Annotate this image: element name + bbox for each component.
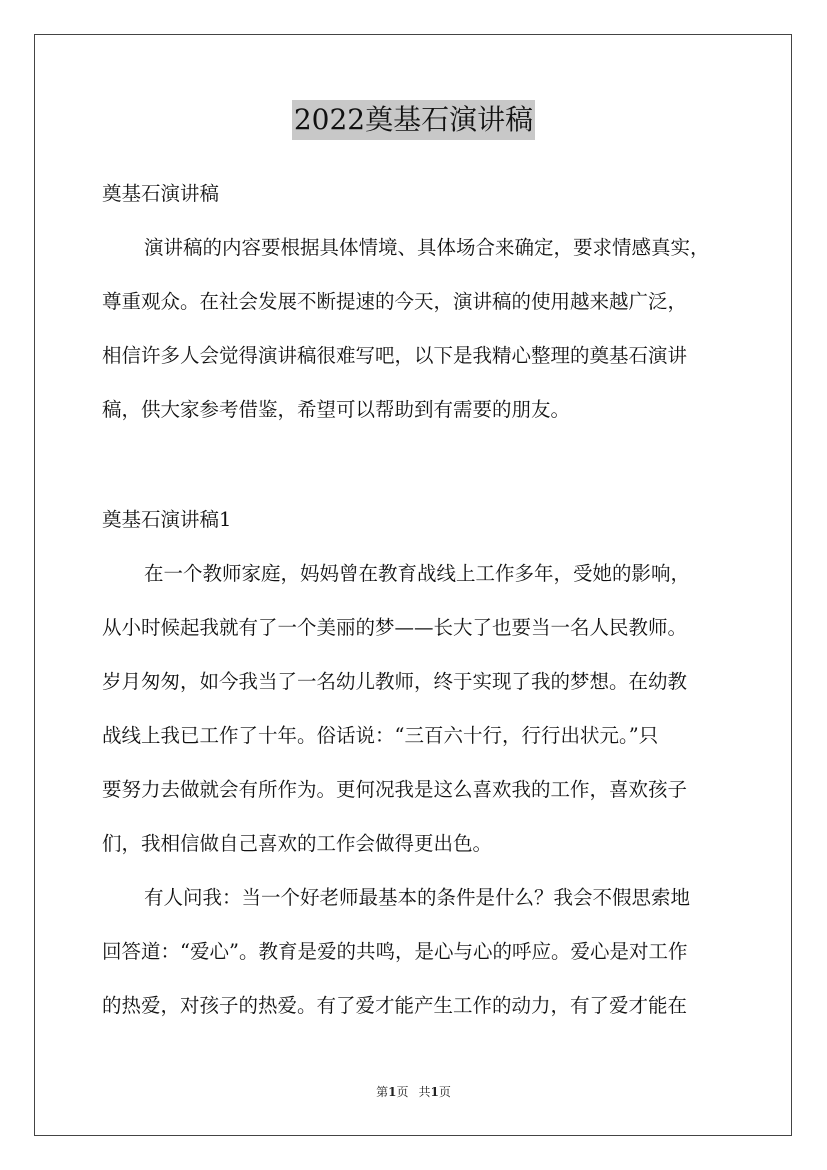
title-container bbox=[0, 100, 827, 140]
total-prefix: 共 bbox=[418, 1085, 431, 1099]
intro-line: 相信许多人会觉得演讲稿很难写吧，以下是我精心整理的奠基石演讲 bbox=[102, 344, 688, 367]
paragraph-line: 在一个教师家庭，妈妈曾在教育战线上工作多年，受她的影响， bbox=[144, 562, 691, 585]
paragraph-line: 有人问我：当一个好老师最基本的条件是什么？我会不假思索地 bbox=[144, 886, 691, 909]
paragraph-line: 要努力去做就会有所作为。更何况我是这么喜欢我的工作，喜欢孩子 bbox=[102, 778, 688, 801]
paragraph-line: 岁月匆匆，如今我当了一名幼儿教师，终于实现了我的梦想。在幼教 bbox=[102, 670, 688, 693]
paragraph-line: 们，我相信做自己喜欢的工作会做得更出色。 bbox=[102, 832, 493, 855]
subtitle: 奠基石演讲稿 bbox=[102, 182, 220, 205]
document-title: 2022奠基石演讲稿 bbox=[292, 100, 535, 140]
intro-line: 演讲稿的内容要根据具体情境、具体场合来确定，要求情感真实， bbox=[144, 236, 710, 259]
total-suffix: 页 bbox=[438, 1085, 451, 1099]
page-prefix: 第 bbox=[376, 1085, 389, 1099]
page-current: 1 bbox=[388, 1085, 397, 1099]
paragraph-line: 从小时候起我就有了一个美丽的梦——长大了也要当一名人民教师。 bbox=[102, 616, 688, 639]
page-footer bbox=[0, 1083, 827, 1100]
page-total: 1 bbox=[430, 1085, 439, 1099]
paragraph-line: 回答道：“爱心”。教育是爱的共鸣，是心与心的呼应。爱心是对工作 bbox=[102, 940, 688, 963]
paragraph-line: 的热爱，对孩子的热爱。有了爱才能产生工作的动力，有了爱才能在 bbox=[102, 994, 688, 1017]
page-suffix: 页 bbox=[396, 1085, 409, 1099]
intro-line: 稿，供大家参考借鉴，希望可以帮助到有需要的朋友。 bbox=[102, 398, 571, 421]
intro-line: 尊重观众。在社会发展不断提速的今天，演讲稿的使用越来越广泛， bbox=[102, 290, 688, 313]
section-heading: 奠基石演讲稿1 bbox=[102, 508, 232, 531]
paragraph-line: 战线上我已工作了十年。俗话说：“三百六十行，行行出状元。”只 bbox=[102, 724, 659, 747]
